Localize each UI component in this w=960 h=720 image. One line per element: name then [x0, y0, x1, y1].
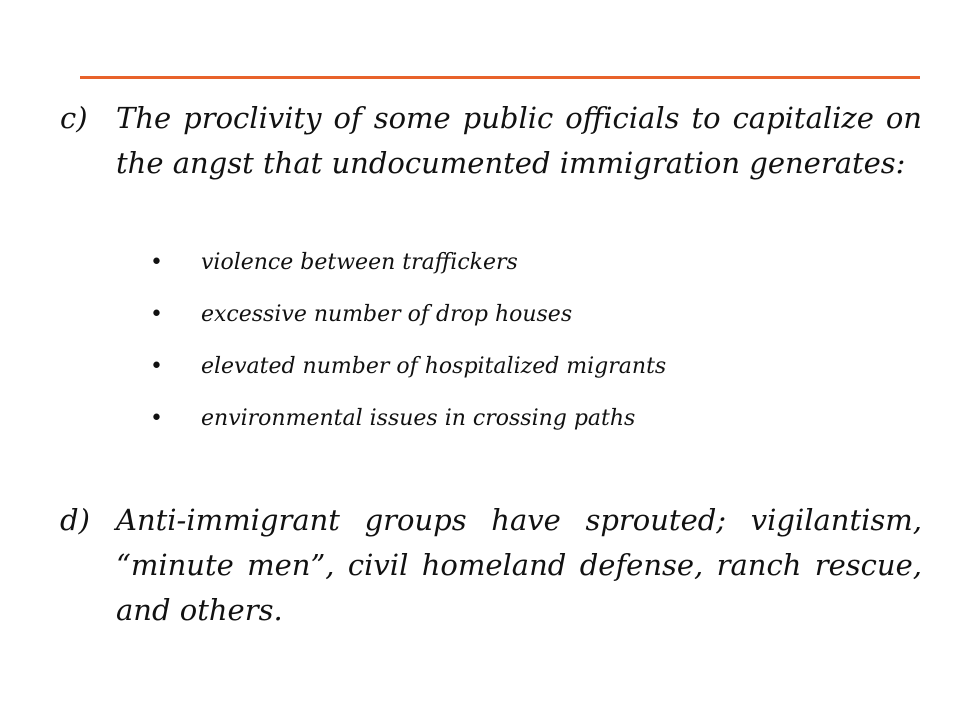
bullet-icon: •: [150, 250, 163, 275]
list-item-c: [60, 96, 922, 186]
sub-item-text: elevated number of hospitalized migrants: [201, 354, 667, 379]
header-rule: [80, 76, 920, 79]
item-c-text: The proclivity of some public officials to capitalize on the angst that undocumented immigration generates:: [116, 101, 922, 180]
sub-item-text: violence between traffickers: [201, 250, 518, 275]
bullet-icon: •: [150, 302, 163, 327]
sub-item-text: excessive number of drop houses: [201, 302, 573, 327]
bullet-icon: •: [150, 406, 163, 431]
sub-item-text: environmental issues in crossing paths: [201, 406, 636, 431]
item-d-text: Anti-immigrant groups have sprouted; vigilantism, “minute men”, civil homeland defense, ranch rescue, and others.: [116, 503, 922, 627]
bullet-icon: •: [150, 354, 163, 379]
item-d-marker: d): [60, 503, 90, 537]
list-item-d: [60, 498, 922, 633]
item-c-marker: c): [60, 101, 88, 135]
